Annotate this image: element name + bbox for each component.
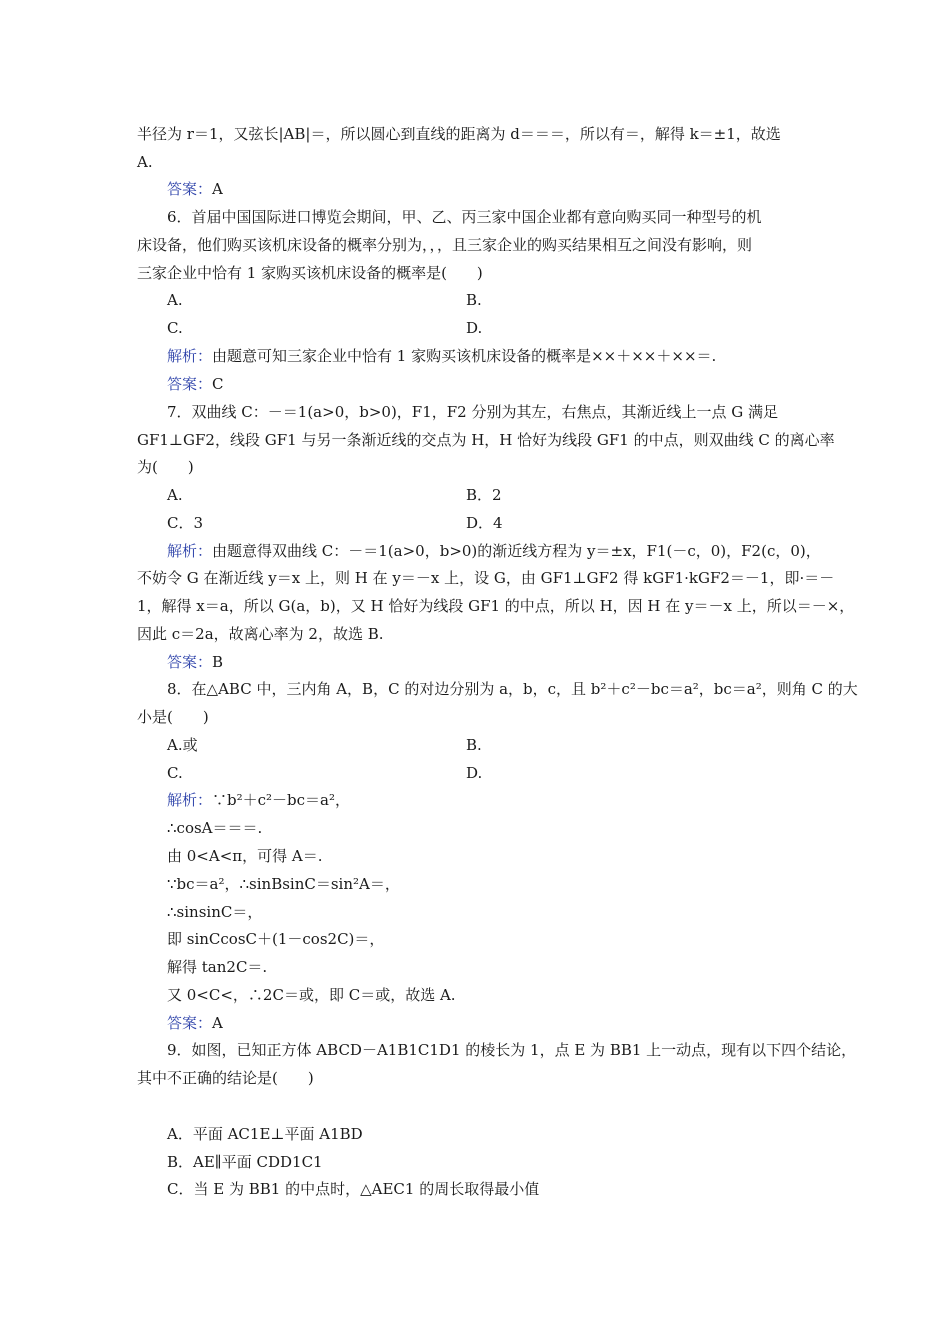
text-line: 因此 c＝2a，故离心率为 2，故选 B. bbox=[137, 625, 384, 643]
answer-value: A bbox=[212, 180, 223, 198]
text-line: 又 0<C<，∴2C＝或，即 C＝或，故选 A. bbox=[167, 986, 456, 1004]
option-c: C. bbox=[167, 764, 183, 782]
answer-label: 答案： bbox=[167, 375, 213, 393]
answer-value: A bbox=[212, 1014, 223, 1032]
text-line: 不妨令 G 在渐近线 y＝x 上，则 H 在 y＝－x 上，设 G，由 GF1⊥GF2 得 kGF1·kGF2＝－1，即·＝－ bbox=[137, 569, 835, 587]
answer-line bbox=[167, 374, 224, 394]
option-d: D．4 bbox=[466, 514, 503, 532]
answer-value: C bbox=[212, 375, 224, 393]
option-b: B. bbox=[466, 291, 482, 309]
text-line: 由 0<A<π，可得 A＝. bbox=[167, 847, 323, 865]
analysis-label: 解析： bbox=[167, 347, 213, 365]
question-9-line: 9．如图，已知正方体 ABCD－A1B1C1D1 的棱长为 1，点 E 为 BB1 上一动点，现有以下四个结论， bbox=[167, 1041, 857, 1059]
text-line: 即 sinCcosC＋(1－cos2C)＝， bbox=[167, 930, 385, 948]
answer-line bbox=[167, 179, 223, 199]
text-line: 三家企业中恰有 1 家购买该机床设备的概率是( ) bbox=[137, 264, 483, 282]
analysis-line: 解析：由题意可知三家企业中恰有 1 家购买该机床设备的概率是××＋××＋××＝. bbox=[167, 347, 717, 365]
text-line: 床设备，他们购买该机床设备的概率分别为，，，且三家企业的购买结果相互之间没有影响，则 bbox=[137, 236, 753, 254]
option-d: D. bbox=[466, 764, 483, 782]
analysis-label: 解析： bbox=[167, 791, 213, 809]
answer-label: 答案： bbox=[167, 1014, 213, 1032]
text-line: 解得 tan2C＝. bbox=[167, 958, 268, 976]
text-line: ∴sinsinC＝， bbox=[167, 903, 263, 921]
answer-value: B bbox=[212, 653, 224, 671]
option-a: A.或 bbox=[167, 736, 198, 754]
text-line: 1，解得 x＝a，所以 G(a，b)，又 H 恰好为线段 GF1 的中点，所以 H，因 H 在 y＝－x 上，所以＝－×， bbox=[137, 597, 855, 615]
option-a: A．平面 AC1E⊥平面 A1BD bbox=[167, 1125, 363, 1143]
option-a: A. bbox=[167, 291, 183, 309]
option-a: A. bbox=[167, 486, 183, 504]
question-7-line: 7．双曲线 C：－＝1(a>0，b>0)，F1，F2 分别为其左，右焦点，其渐近线上一点 G 满足 bbox=[167, 403, 778, 421]
text-line: 半径为 r＝1，又弦长|AB|＝，所以圆心到直线的距离为 d＝＝＝，所以有＝，解得 k＝±1，故选 bbox=[137, 125, 781, 143]
text-line: A. bbox=[137, 153, 153, 171]
text-line: GF1⊥GF2，线段 GF1 与另一条渐近线的交点为 H，H 恰好为线段 GF1 的中点，则双曲线 C 的离心率 bbox=[137, 431, 835, 449]
option-c: C．当 E 为 BB1 的中点时，△AEC1 的周长取得最小值 bbox=[167, 1180, 540, 1198]
answer-line bbox=[167, 1013, 223, 1033]
text-line: ∴cosA＝＝＝. bbox=[167, 819, 263, 837]
text-line: 小是( ) bbox=[137, 708, 209, 726]
analysis-line: 解析：∵b²＋c²－bc＝a²， bbox=[167, 791, 351, 809]
answer-line bbox=[167, 652, 223, 672]
text-line: ∵bc＝a²，∴sinBsinC＝sin²A＝， bbox=[167, 875, 400, 893]
text-line: 为( ) bbox=[137, 458, 194, 476]
question-8-line: 8．在△ABC 中，三内角 A，B，C 的对边分别为 a，b，c，且 b²＋c²－bc＝a²，bc＝a²，则角 C 的大 bbox=[167, 680, 858, 698]
option-b: B. bbox=[466, 736, 482, 754]
answer-label: 答案： bbox=[167, 653, 213, 671]
answer-label: 答案： bbox=[167, 180, 213, 198]
option-b: B．2 bbox=[466, 486, 502, 504]
option-c: C．3 bbox=[167, 514, 204, 532]
analysis-line: 解析：由题意得双曲线 C：－＝1(a>0，b>0)的渐近线方程为 y＝±x，F1(－c，0)，F2(c，0)， bbox=[167, 542, 821, 560]
text-line: 其中不正确的结论是( ) bbox=[137, 1069, 314, 1087]
analysis-label: 解析： bbox=[167, 542, 213, 560]
option-d: D. bbox=[466, 319, 483, 337]
question-6-line: 6．首届中国国际进口博览会期间，甲、乙、丙三家中国企业都有意向购买同一种型号的机 bbox=[167, 208, 762, 226]
option-c: C. bbox=[167, 319, 183, 337]
option-b: B．AE∥平面 CDD1C1 bbox=[167, 1153, 323, 1171]
